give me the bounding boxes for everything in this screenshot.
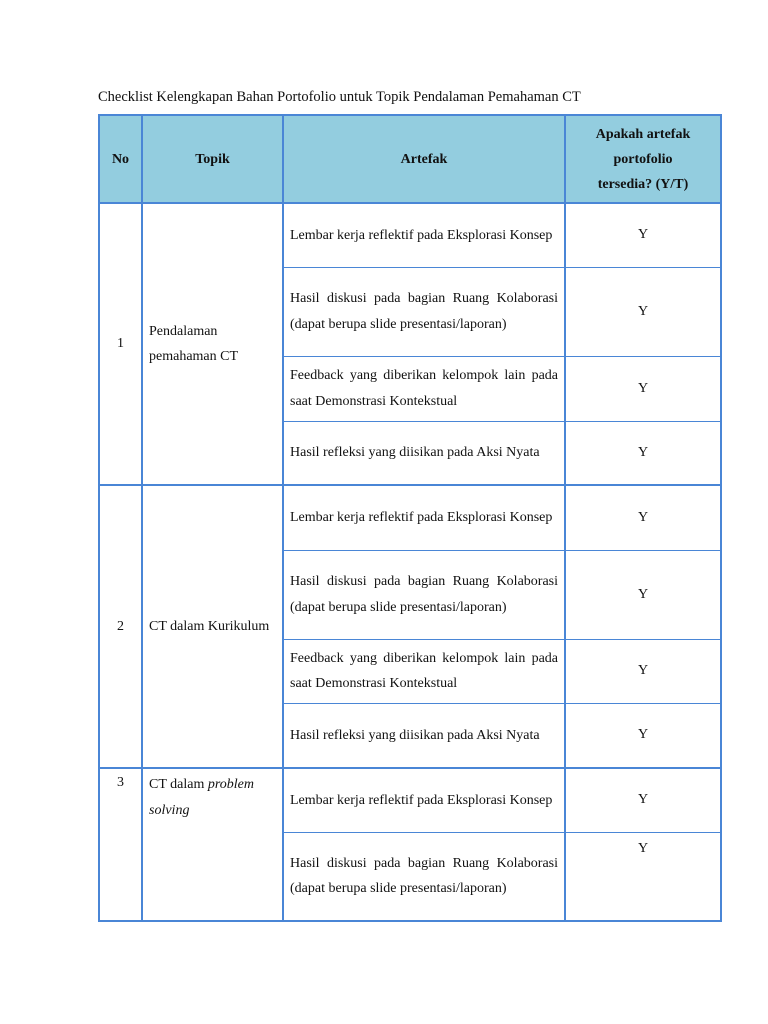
availability-cell: Y [565,267,721,356]
table-row [99,203,721,267]
availability-cell: Y [565,550,721,639]
row-number: 1 [99,203,142,485]
table-header-row [99,115,721,203]
topic-text: CT dalam Kurikulum [149,618,270,634]
artefact-cell: Feedback yang diberikan kelompok lain pada saat Demonstrasi Kontekstual [283,356,565,421]
availability-cell: Y [565,703,721,768]
header-artefak: Artefak [283,115,565,203]
artefact-cell: Lembar kerja reflektif pada Eksplorasi Konsep [283,485,565,550]
availability-cell: Y [565,832,721,921]
artefact-cell: Lembar kerja reflektif pada Eksplorasi Konsep [283,203,565,267]
artefact-cell: Feedback yang diberikan kelompok lain pada saat Demonstrasi Kontekstual [283,639,565,703]
row-number: 3 [99,768,142,921]
availability-cell: Y [565,356,721,421]
availability-cell: Y [565,768,721,832]
topic-cell [142,203,283,485]
table-row [99,768,721,832]
table-row [99,485,721,550]
artefact-cell: Hasil refleksi yang diisikan pada Aksi Nyata [283,703,565,768]
artefact-cell: Hasil diskusi pada bagian Ruang Kolaborasi (dapat berupa slide presentasi/laporan) [283,832,565,921]
portfolio-checklist-table [98,114,722,922]
topic-text: CT dalam [149,777,208,792]
table-caption: Checklist Kelengkapan Bahan Portofolio untuk Topik Pendalaman Pemahaman CT [98,89,581,105]
topic-text-italic: problem solving [149,777,254,818]
topic-cell [142,768,283,921]
artefact-cell: Hasil refleksi yang diisikan pada Aksi Nyata [283,421,565,485]
header-topik: Topik [142,115,283,203]
header-status: Apakah artefak portofolio tersedia? (Y/T) [565,115,721,203]
artefact-cell: Lembar kerja reflektif pada Eksplorasi Konsep [283,768,565,832]
artefact-cell: Hasil diskusi pada bagian Ruang Kolaborasi (dapat berupa slide presentasi/laporan) [283,267,565,356]
availability-cell: Y [565,639,721,703]
header-no: No [99,115,142,203]
availability-cell: Y [565,421,721,485]
availability-cell: Y [565,485,721,550]
topic-cell [142,485,283,768]
availability-cell: Y [565,203,721,267]
artefact-cell: Hasil diskusi pada bagian Ruang Kolaborasi (dapat berupa slide presentasi/laporan) [283,550,565,639]
table-body [99,203,721,921]
row-number: 2 [99,485,142,768]
topic-text: Pendalaman pemahaman CT [149,323,239,364]
